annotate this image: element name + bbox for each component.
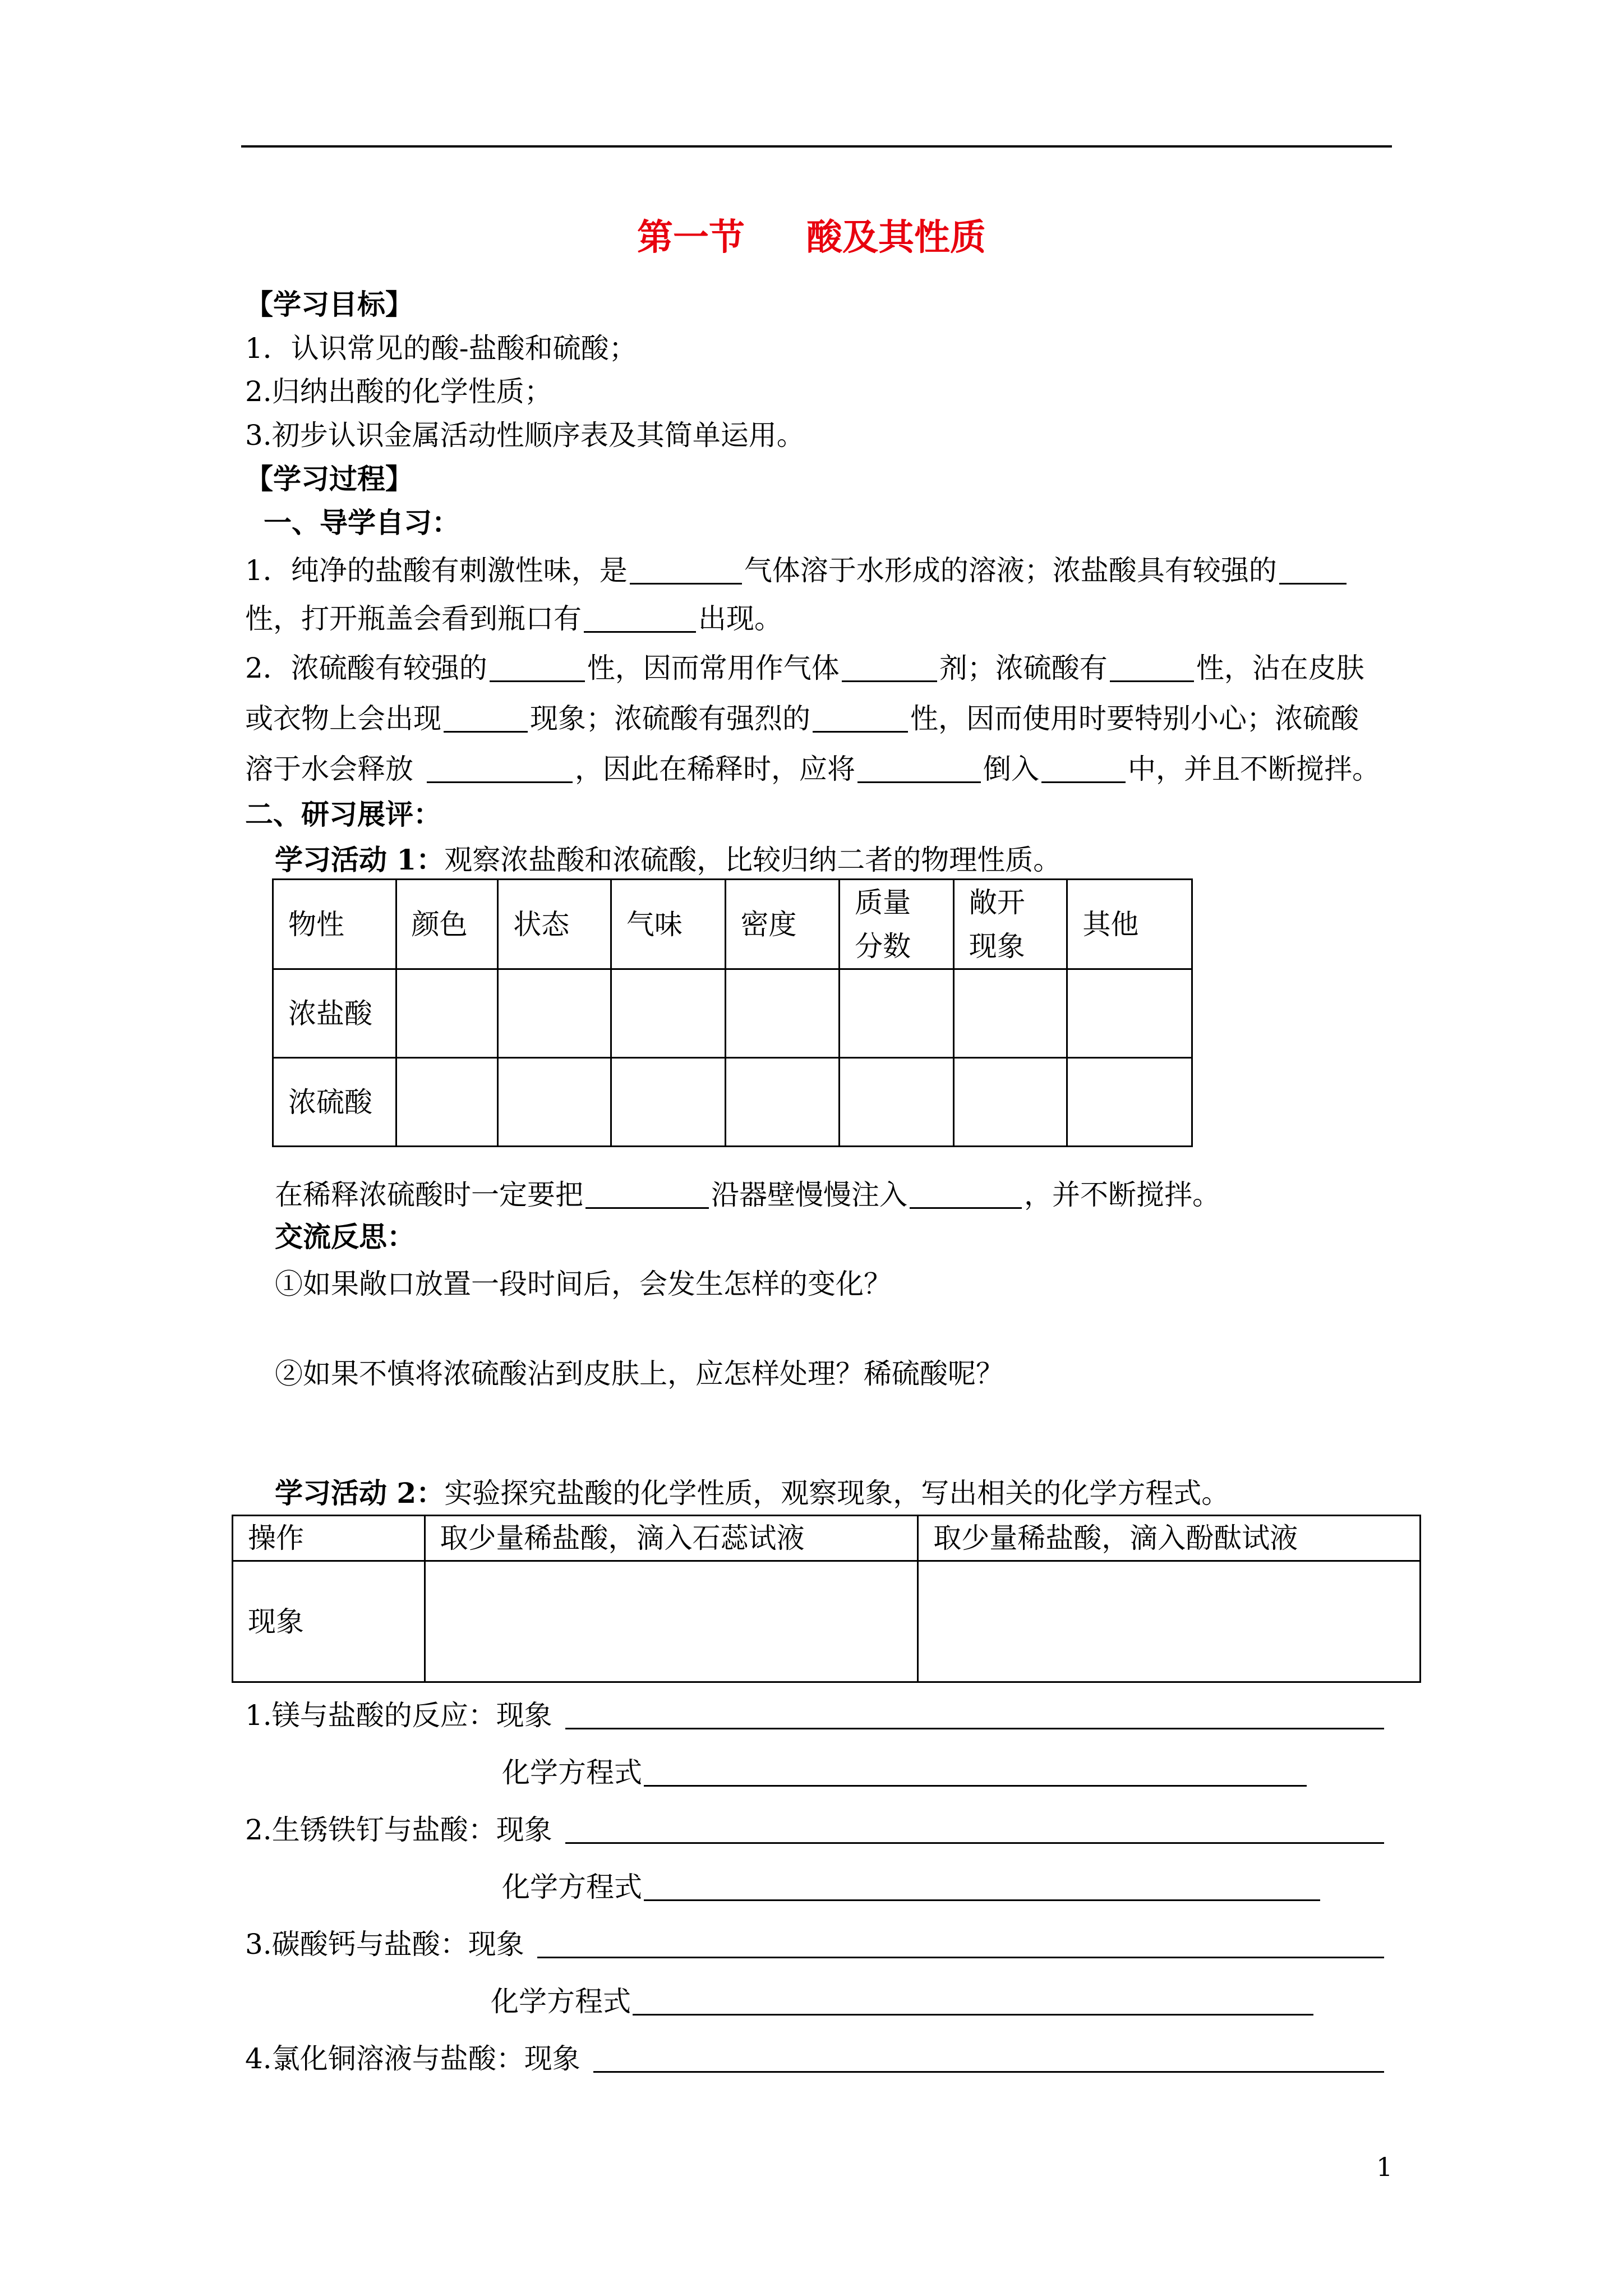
header-cell: 气味: [611, 880, 725, 969]
fill-blank[interactable]: [427, 753, 573, 783]
goals-heading: 【学习目标】: [245, 288, 413, 321]
table-row: [233, 1561, 1421, 1682]
header-cell: 取少量稀盐酸，滴入酚酞试液: [918, 1516, 1421, 1561]
answer-cell[interactable]: [840, 969, 954, 1058]
reaction-4-label: 4.氯化铜溶液与盐酸：现象: [245, 2042, 580, 2075]
answer-cell[interactable]: [918, 1561, 1421, 1682]
section1-heading: 一、导学自习：: [264, 506, 460, 539]
answer-cell[interactable]: [1067, 1058, 1192, 1147]
answer-line[interactable]: [565, 1728, 1384, 1729]
fill-blank[interactable]: [1279, 555, 1347, 585]
answer-cell[interactable]: [396, 1058, 498, 1147]
answer-cell[interactable]: [396, 969, 498, 1058]
answer-cell[interactable]: [1067, 969, 1192, 1058]
q2-line-1: 2．浓硫酸有较强的 性，因而常用作气体 剂；浓硫酸有 性，沾在皮肤: [245, 652, 1364, 684]
reflection-question-1: ①如果敞口放置一段时间后，会发生怎样的变化？: [275, 1268, 892, 1300]
row-label: 浓盐酸: [273, 969, 396, 1058]
reaction-3-equation-label: 化学方程式: [491, 1985, 631, 2018]
fill-blank[interactable]: [444, 703, 528, 733]
reaction-1-label: 1.镁与盐酸的反应：现象: [245, 1699, 552, 1732]
answer-cell[interactable]: [840, 1058, 954, 1147]
reaction-2-label: 2.生锈铁钉与盐酸：现象: [245, 1814, 552, 1846]
header-cell: 物性: [273, 880, 396, 969]
header-cell: 密度: [725, 880, 840, 969]
table-row: [273, 969, 1192, 1058]
header-rule: [241, 145, 1392, 148]
q2-line-2: 或衣物上会出现 现象；浓硫酸有强烈的 性，因而使用时要特别小心；浓硫酸: [245, 702, 1359, 735]
fill-blank[interactable]: [1041, 753, 1126, 783]
answer-line[interactable]: [644, 1899, 1320, 1901]
reaction-1-equation-label: 化学方程式: [502, 1756, 642, 1789]
process-heading: 【学习过程】: [245, 462, 413, 495]
answer-cell[interactable]: [425, 1561, 918, 1682]
header-cell: 质量 分数: [840, 880, 954, 969]
reflection-question-2: ②如果不慎将浓硫酸沾到皮肤上，应怎样处理？稀硫酸呢？: [275, 1358, 1004, 1390]
chemical-properties-table: [232, 1515, 1421, 1683]
goal-item-3: 3.初步认识金属活动性顺序表及其简单运用。: [245, 419, 805, 452]
fill-blank[interactable]: [1110, 652, 1194, 682]
answer-line[interactable]: [537, 1957, 1384, 1958]
answer-line[interactable]: [633, 2014, 1313, 2016]
row-label: 浓硫酸: [273, 1058, 396, 1147]
reflection-heading: 交流反思：: [275, 1220, 415, 1253]
fill-blank[interactable]: [584, 603, 696, 633]
header-cell: 其他: [1067, 880, 1192, 969]
row-label: 现象: [233, 1561, 425, 1682]
page-title: [0, 217, 1623, 259]
dilution-line: 在稀释浓硫酸时一定要把 沿器壁慢慢注入 ，并不断搅拌。: [275, 1179, 1220, 1211]
answer-cell[interactable]: [725, 969, 840, 1058]
answer-cell[interactable]: [953, 969, 1067, 1058]
q1-line-1: 1．纯净的盐酸有刺激性味，是 气体溶于水形成的溶液；浓盐酸具有较强的: [245, 555, 1349, 585]
goal-item-1: 1．认识常见的酸-盐酸和硫酸；: [245, 332, 637, 365]
fill-blank[interactable]: [842, 652, 937, 682]
fill-blank[interactable]: [813, 703, 908, 733]
answer-cell[interactable]: [498, 969, 611, 1058]
table-header-row: [233, 1516, 1421, 1561]
title-part-2: 酸及其性质: [806, 217, 986, 259]
fill-blank[interactable]: [630, 555, 742, 585]
q1-line-2: 性，打开瓶盖会看到瓶口有 出现。: [245, 602, 782, 635]
physical-properties-table: [272, 878, 1193, 1147]
section2-heading: 二、研习展评：: [245, 798, 441, 831]
fill-blank[interactable]: [857, 753, 981, 783]
answer-line[interactable]: [593, 2071, 1384, 2073]
table-row: [273, 1058, 1192, 1147]
q2-line-3: 溶于水会释放 ，因此在稀释时，应将 倒入 中，并且不断搅拌。: [245, 753, 1380, 785]
activity1-intro: 学习活动 1：观察浓盐酸和浓硫酸，比较归纳二者的物理性质。: [275, 843, 1062, 876]
header-cell: 状态: [498, 880, 611, 969]
fill-blank[interactable]: [490, 652, 585, 682]
title-part-1: 第一节: [637, 217, 745, 259]
answer-line[interactable]: [644, 1785, 1307, 1787]
header-cell: 颜色: [396, 880, 498, 969]
activity2-intro: 学习活动 2：实验探究盐酸的化学性质，观察现象，写出相关的化学方程式。: [275, 1476, 1230, 1510]
reaction-2-equation-label: 化学方程式: [502, 1871, 642, 1903]
answer-cell[interactable]: [725, 1058, 840, 1147]
reaction-3-label: 3.碳酸钙与盐酸：现象: [245, 1928, 524, 1961]
answer-cell[interactable]: [498, 1058, 611, 1147]
fill-blank[interactable]: [910, 1179, 1022, 1209]
answer-line[interactable]: [565, 1842, 1384, 1844]
answer-cell[interactable]: [953, 1058, 1067, 1147]
header-cell: 敞开 现象: [953, 880, 1067, 969]
page-number: 1: [1376, 2152, 1393, 2182]
header-cell: 取少量稀盐酸，滴入石蕊试液: [425, 1516, 918, 1561]
answer-cell[interactable]: [611, 1058, 725, 1147]
answer-cell[interactable]: [611, 969, 725, 1058]
header-cell: 操作: [233, 1516, 425, 1561]
table-header-row: [273, 880, 1192, 969]
goal-item-2: 2.归纳出酸的化学性质；: [245, 375, 552, 408]
fill-blank[interactable]: [585, 1179, 709, 1209]
